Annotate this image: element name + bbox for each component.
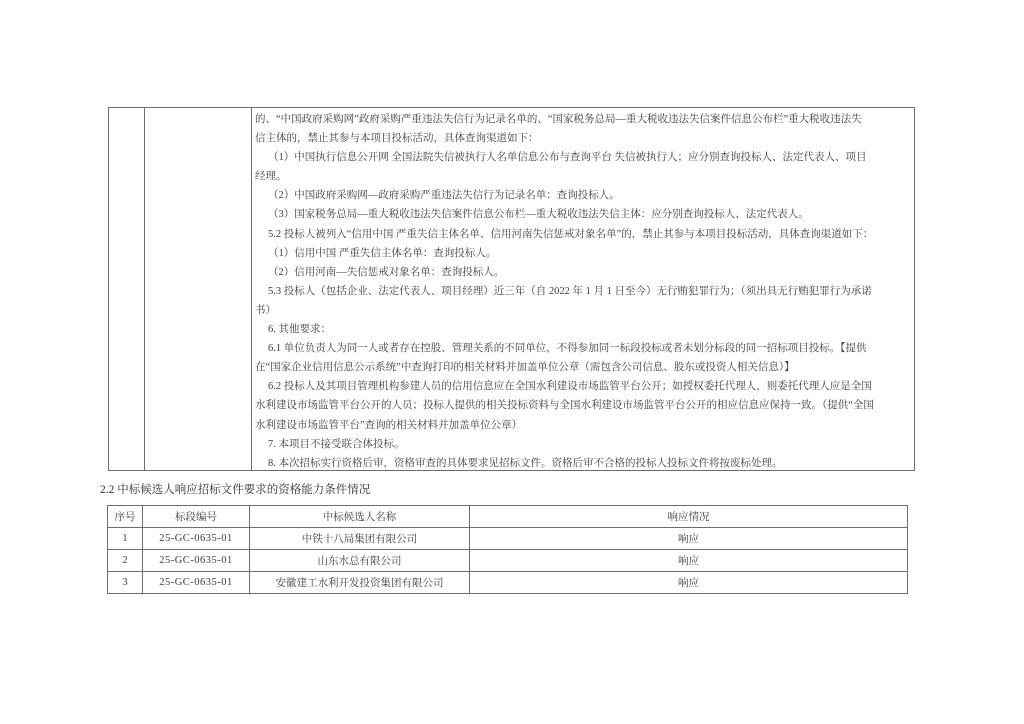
qualification-requirements-text — [252, 108, 914, 470]
requirement-line: （2）中国政府采购网—政府采购严重违法失信行为记录名单：查询投标人。 — [268, 190, 620, 202]
requirement-line: （3）国家税务总局—重大税收违法失信案件信息公布栏—重大税收违法失信主体：应分别查询投标人、法定代表人。 — [268, 209, 809, 221]
requirement-line: 5.3 投标人（包括企业、法定代表人、项目经理）近三年（自 2022 年 1 月 1 日至今）无行贿犯罪行为；（须出具无行贿犯罪行为承诺 — [268, 285, 872, 297]
qualification-requirements-table — [108, 107, 915, 471]
requirement-line: 的、“中国政府采购网”政府采购严重违法失信行为记录名单的、“国家税务总局—重大税收违法失信案件信息公布栏”重大税收违法失 — [255, 114, 862, 125]
candidates-response-table — [107, 505, 908, 594]
cell-response: 响应 — [470, 550, 908, 572]
table-row — [108, 528, 908, 550]
table-row — [108, 572, 908, 594]
cell-response: 响应 — [470, 572, 908, 594]
requirement-line: 7. 本项目不接受联合体投标。 — [268, 438, 405, 450]
cell-section-code: 25-GC-0635-01 — [143, 528, 250, 550]
requirement-line: 书） — [255, 304, 276, 316]
header-section-code: 标段编号 — [143, 506, 250, 528]
cell-seq: 1 — [108, 528, 143, 550]
cell-section-code: 25-GC-0635-01 — [143, 550, 250, 572]
cell-response: 响应 — [470, 528, 908, 550]
cell-candidate-name: 安徽建工水利开发投资集团有限公司 — [250, 572, 470, 594]
requirement-line: 水利建设市场监管平台公开的人员；投标人提供的相关投标资料与全国水利建设市场监管平台公开的相应信息应保持一致。（提供“全国 — [255, 400, 874, 412]
cell-seq: 2 — [108, 550, 143, 572]
requirement-line: （1）信用中国 严重失信主体名单：查询投标人。 — [268, 247, 497, 259]
requirement-line: （2）信用河南—失信惩戒对象名单：查询投标人。 — [268, 266, 505, 278]
cell-section-code: 25-GC-0635-01 — [143, 572, 250, 594]
table-row — [108, 550, 908, 572]
header-response: 响应情况 — [470, 506, 908, 528]
requirement-line: 信主体的，禁止其参与本项目投标活动，具体查询渠道如下： — [255, 133, 539, 145]
cell-candidate-name: 中铁十八局集团有限公司 — [250, 528, 470, 550]
section-heading: 2.2 中标候选人响应招标文件要求的资格能力条件情况 — [100, 484, 371, 496]
requirement-line: （1）中国执行信息公开网 全国法院失信被执行人名单信息公布与查询平台 失信被执行人；应分别查询投标人、法定代表人、项目 — [268, 152, 867, 164]
requirement-line: 8. 本次招标实行资格后审，资格审查的具体要求见招标文件。资格后审不合格的投标人投标文件将按废标处理。 — [268, 457, 783, 469]
requirement-line: 在“国家企业信用信息公示系统”中查询打印的相关材料并加盖单位公章（需包含公司信息、股东或投资人相关信息）】 — [255, 362, 795, 374]
requirement-line: 6.1 单位负责人为同一人或者存在控股、管理关系的不同单位，不得参加同一标段投标或者未划分标段的同一招标项目投标。【提供 — [268, 343, 867, 355]
requirement-line: 水利建设市场监管平台”查询的相关材料并加盖单位公章） — [255, 419, 523, 431]
cell-seq: 3 — [108, 572, 143, 594]
requirement-line: 经理。 — [255, 171, 287, 183]
header-seq: 序号 — [108, 506, 143, 528]
requirement-line: 6.2 投标人及其项目管理机构参建人员的信用信息应在全国水利建设市场监管平台公开；如授权委托代理人，则委托代理人应是全国 — [268, 381, 872, 393]
header-candidate-name: 中标候选人名称 — [250, 506, 470, 528]
requirement-line: 6. 其他要求： — [268, 324, 331, 336]
cell-candidate-name: 山东水总有限公司 — [250, 550, 470, 572]
requirement-line: 5.2 投标人被列入“信用中国 严重失信主体名单、信用河南失信惩戒对象名单”的，禁止其参与本项目投标活动，具体查询渠道如下： — [268, 228, 874, 240]
table-header-row — [108, 506, 908, 528]
table-column-divider — [144, 108, 145, 470]
